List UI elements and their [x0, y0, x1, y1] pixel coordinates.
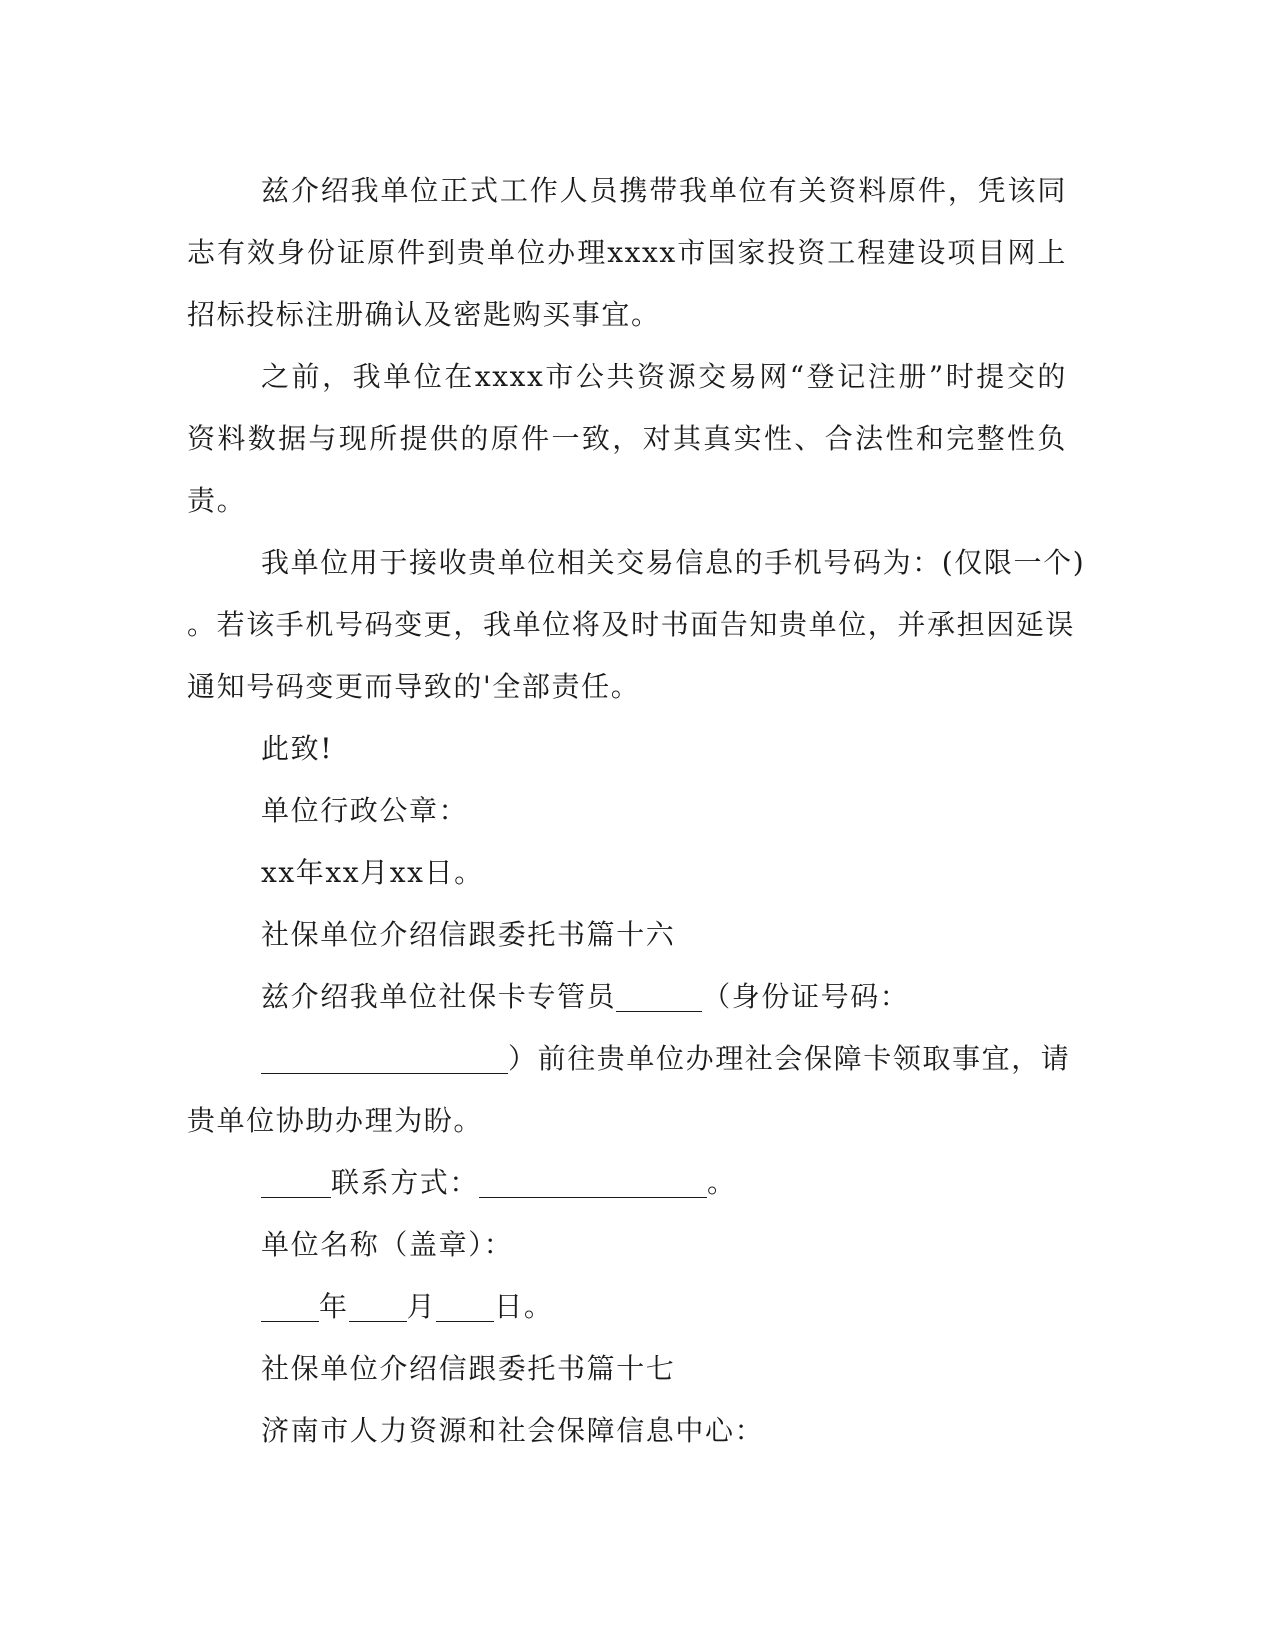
phone-paragraph-line-1: 我单位用于接收贵单位相关交易信息的手机号码为：(仅限一个): [261, 546, 1086, 579]
contact-number-blank: [479, 1165, 707, 1198]
intro16-line-3: 贵单位协助办理为盼。: [187, 1104, 484, 1137]
date-line: xx年xx月xx日。: [261, 856, 484, 889]
phone-paragraph-line-3: 通知号码变更而导致的'全部责任。: [187, 670, 641, 703]
phone-paragraph: [187, 532, 1086, 718]
month-label: 月: [406, 1290, 437, 1323]
section-heading-16: 社保单位介绍信跟委托书篇十六: [261, 918, 676, 951]
blank-date-line: [187, 1276, 1067, 1338]
intro16-suffix: （身份证号码：: [702, 980, 910, 1013]
contact-label: 联系方式：: [331, 1166, 480, 1199]
contact-end: 。: [707, 1166, 737, 1199]
phone-paragraph-line-2: 。若该手机号码变更，我单位将及时书面告知贵单位，并承担因延误: [187, 608, 1076, 641]
document-body: [187, 160, 1086, 1462]
month-blank: [349, 1289, 407, 1322]
id-number-blank: [261, 1041, 508, 1074]
intro16-line-1: [187, 966, 1067, 1028]
day-label: 日。: [494, 1290, 554, 1323]
year-label: 年: [319, 1290, 349, 1323]
registration-paragraph: 之前，我单位在xxxx市公共资源交易网“登记注册”时提交的资料数据与现所提供的原件一致，对其真实性、合法性和完整性负责。: [187, 360, 1067, 517]
unit-name-label: 单位名称（盖章）：: [261, 1228, 514, 1261]
intro16-line-2: [187, 1028, 1071, 1090]
addressee-17: 济南市人力资源和社会保障信息中心：: [261, 1414, 765, 1447]
contact-line: [187, 1152, 1067, 1214]
specialist-name-blank: [616, 979, 702, 1012]
day-blank: [436, 1289, 494, 1322]
intro16-prefix: 兹介绍我单位社保卡专管员: [261, 980, 617, 1013]
section-heading-17: 社保单位介绍信跟委托书篇十七: [261, 1352, 676, 1385]
year-blank: [261, 1289, 319, 1322]
intro16-line-2-text: ）前往贵单位办理社会保障卡领取事宜，请: [508, 1042, 1071, 1075]
salutation: 此致!: [261, 732, 334, 765]
intro-paragraph: 兹介绍我单位正式工作人员携带我单位有关资料原件，凭该同志有效身份证原件到贵单位办理xxxx市国家投资工程建设项目网上招标投标注册确认及密匙购买事宜。: [187, 174, 1067, 331]
contact-person-blank: [261, 1165, 331, 1198]
seal-label: 单位行政公章：: [261, 794, 469, 827]
